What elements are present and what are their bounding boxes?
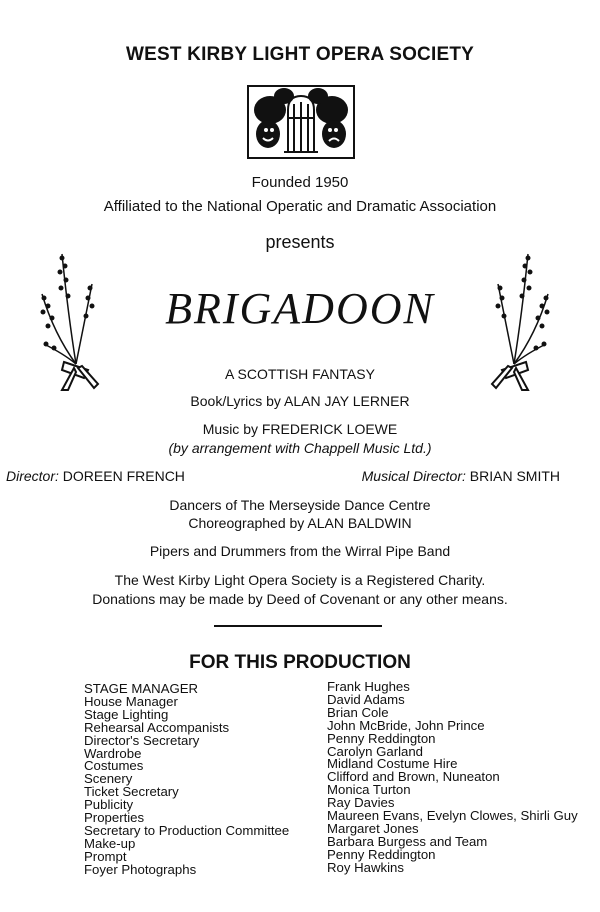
role-item: Properties [84, 810, 145, 826]
subtitle: A SCOTTISH FANTASY [225, 366, 375, 382]
show-title: BRIGADOON [165, 284, 435, 333]
divider [214, 625, 382, 627]
name-item: Monica Turton [327, 782, 411, 798]
name-item: Penny Reddington [327, 730, 436, 746]
name-item: Margaret Jones [327, 820, 419, 836]
name-item: Roy Hawkins [327, 859, 404, 875]
book-lyrics-credit: Book/Lyrics by ALAN JAY LERNER [190, 393, 410, 409]
affiliation-line: Affiliated to the National Operatic and Dramatic Association [103, 198, 497, 215]
role-item: Make-up [84, 835, 136, 851]
role-item: Prompt [84, 848, 127, 864]
musical-director-label: Musical Director: [361, 468, 466, 484]
music-credit: Music by FREDERICK LOEWE [202, 421, 398, 437]
donations-notice: Donations may be made by Deed of Covenant or any other means. [92, 591, 508, 607]
dancers-credit: Dancers of The Merseyside Dance Centre [169, 497, 431, 513]
name-item: Frank Hughes [327, 679, 410, 694]
role-item: House Manager [84, 693, 178, 709]
name-item: Carolyn Garland [327, 743, 424, 759]
role-item: Publicity [84, 797, 134, 813]
name-item: Maureen Evans, Evelyn Clowes, Shirli Guy [327, 808, 578, 824]
founded-line: Founded 1950 [251, 174, 349, 191]
name-item: Clifford and Brown, Nuneaton [327, 769, 500, 785]
name-item: Brian Cole [327, 704, 389, 720]
role-item: Ticket Secretary [84, 784, 179, 800]
name-item: John McBride, John Prince [327, 717, 485, 733]
choreography-credit: Choreographed by ALAN BALDWIN [188, 515, 412, 531]
musical-director-credit [362, 468, 560, 484]
name-item: Penny Reddington [327, 846, 436, 862]
director-credit [6, 468, 185, 484]
role-item: STAGE MANAGER [84, 681, 199, 696]
society-name: WEST KIRBY LIGHT OPERA SOCIETY [125, 44, 475, 65]
name-item: David Adams [327, 691, 405, 707]
production-heading: FOR THIS PRODUCTION [189, 652, 411, 673]
role-item: Director's Secretary [84, 732, 200, 748]
role-item: Foyer Photographs [84, 861, 197, 877]
masks-lyre-emblem-icon [244, 82, 358, 162]
presents-line: presents [265, 232, 335, 252]
role-item: Secretary to Production Committee [84, 822, 290, 838]
role-item: Rehearsal Accompanists [84, 719, 230, 735]
charity-notice: The West Kirby Light Opera Society is a Registered Charity. [114, 572, 486, 588]
arrangement-credit: (by arrangement with Chappell Music Ltd.) [168, 440, 432, 456]
musical-director-name: BRIAN SMITH [469, 468, 560, 484]
production-roles-list [84, 683, 324, 877]
production-names-list [327, 681, 597, 875]
pipers-credit: Pipers and Drummers from the Wirral Pipe Band [149, 543, 451, 559]
role-item: Costumes [84, 758, 144, 774]
director-label: Director: [6, 468, 59, 484]
role-item: Stage Lighting [84, 706, 169, 722]
name-item: Midland Costume Hire [327, 756, 458, 772]
role-item: Scenery [84, 771, 133, 787]
role-item: Wardrobe [84, 745, 142, 761]
director-name: DOREEN FRENCH [62, 468, 185, 484]
name-item: Barbara Burgess and Team [327, 833, 488, 849]
name-item: Ray Davies [327, 795, 395, 811]
